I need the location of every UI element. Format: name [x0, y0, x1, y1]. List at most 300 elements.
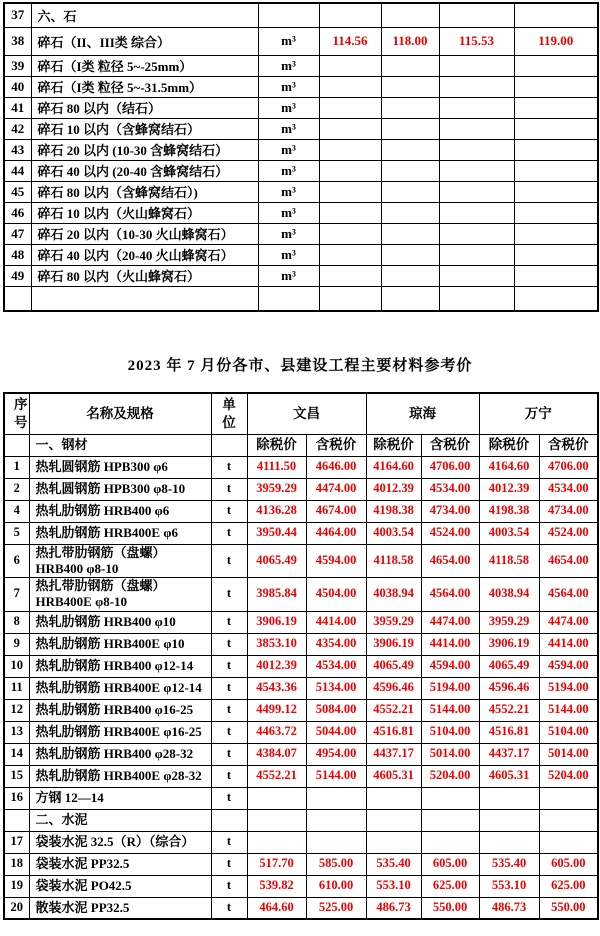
item-unit — [211, 809, 247, 831]
row-number — [4, 809, 29, 831]
item-name: 热轧肋钢筋 HRB400 φ10 — [29, 611, 211, 633]
price-cell — [381, 181, 439, 202]
table-row — [4, 743, 598, 765]
price-cell — [306, 809, 366, 831]
price-cell — [319, 76, 381, 97]
price-cell: 3906.19 — [247, 611, 306, 633]
price-cell — [539, 831, 598, 853]
table-row — [4, 118, 598, 139]
price-cell — [514, 3, 598, 27]
price-cell: 4504.00 — [306, 578, 366, 612]
price-cell — [319, 118, 381, 139]
item-name: 热轧肋钢筋 HRB400E φ12-14 — [29, 677, 211, 699]
item-name: 碎石（II、III类 综合） — [31, 27, 258, 55]
price-cell — [439, 118, 514, 139]
item-unit: m³ — [258, 223, 319, 244]
item-name: 碎石（I类 粒径 5~-25mm） — [31, 55, 258, 76]
price-cell: 4534.00 — [539, 478, 598, 500]
price-cell: 119.00 — [514, 27, 598, 55]
col-header-no: 序号 — [4, 393, 29, 434]
price-cell: 5014.00 — [539, 743, 598, 765]
price-cell: 除税价 — [479, 434, 539, 456]
row-number: 8 — [4, 611, 29, 633]
price-cell: 5084.00 — [306, 699, 366, 721]
table-row — [4, 677, 598, 699]
price-cell: 4118.58 — [366, 544, 421, 578]
price-cell — [319, 244, 381, 265]
price-cell — [319, 181, 381, 202]
item-unit — [258, 3, 319, 27]
price-cell — [381, 55, 439, 76]
price-cell: 4646.00 — [306, 456, 366, 478]
price-cell: 4524.00 — [539, 522, 598, 544]
price-cell: 4605.31 — [366, 765, 421, 787]
price-cell: 4414.00 — [306, 611, 366, 633]
price-cell: 3906.19 — [366, 633, 421, 655]
price-cell — [479, 809, 539, 831]
row-number: 47 — [4, 223, 31, 244]
item-name: 热轧肋钢筋 HRB400 φ12-14 — [29, 655, 211, 677]
item-unit: t — [211, 544, 247, 578]
item-name: 一、钢材 — [29, 434, 211, 456]
table-row — [4, 831, 598, 853]
row-number: 37 — [4, 3, 31, 27]
row-number: 41 — [4, 97, 31, 118]
price-cell — [381, 139, 439, 160]
table-row — [4, 456, 598, 478]
materials-table-header — [4, 393, 598, 434]
item-unit: t — [211, 677, 247, 699]
item-unit: t — [211, 831, 247, 853]
row-number: 6 — [4, 544, 29, 578]
price-cell — [319, 286, 381, 311]
price-cell: 4594.00 — [306, 544, 366, 578]
price-cell: 535.40 — [366, 853, 421, 875]
item-name: 碎石 20 以内 (10-30 含蜂窝结石） — [31, 139, 258, 160]
item-unit: t — [211, 699, 247, 721]
col-header-unit: 单位 — [211, 393, 247, 434]
price-cell — [514, 223, 598, 244]
price-cell: 115.53 — [439, 27, 514, 55]
price-cell: 550.00 — [421, 897, 479, 919]
price-cell: 3906.19 — [479, 633, 539, 655]
item-name: 碎石 10 以内（含蜂窝结石） — [31, 118, 258, 139]
item-unit: t — [211, 522, 247, 544]
item-unit: t — [211, 853, 247, 875]
row-number: 9 — [4, 633, 29, 655]
price-cell: 4354.00 — [306, 633, 366, 655]
row-number: 38 — [4, 27, 31, 55]
row-number: 2 — [4, 478, 29, 500]
row-number: 10 — [4, 655, 29, 677]
price-cell — [439, 181, 514, 202]
price-cell: 4706.00 — [421, 456, 479, 478]
item-name: 热轧肋钢筋 HRB400 φ28-32 — [29, 743, 211, 765]
row-number: 45 — [4, 181, 31, 202]
price-cell: 4118.58 — [479, 544, 539, 578]
price-cell: 553.10 — [479, 875, 539, 897]
price-cell — [381, 223, 439, 244]
table-row — [4, 202, 598, 223]
price-cell: 含税价 — [306, 434, 366, 456]
row-number: 16 — [4, 787, 29, 809]
price-cell — [439, 265, 514, 286]
price-cell — [479, 831, 539, 853]
price-cell — [514, 55, 598, 76]
item-unit: m³ — [258, 27, 319, 55]
price-cell: 4164.60 — [479, 456, 539, 478]
item-name: 热轧圆钢筋 HPB300 φ6 — [29, 456, 211, 478]
price-cell — [319, 265, 381, 286]
table-row — [4, 265, 598, 286]
price-cell: 5194.00 — [421, 677, 479, 699]
row-number: 11 — [4, 677, 29, 699]
price-cell: 4414.00 — [539, 633, 598, 655]
section-header-row — [4, 434, 598, 456]
price-cell: 625.00 — [421, 875, 479, 897]
price-cell: 3985.84 — [247, 578, 306, 612]
price-cell — [319, 202, 381, 223]
price-cell — [439, 3, 514, 27]
stone-price-table-body — [4, 3, 598, 311]
price-cell: 4543.36 — [247, 677, 306, 699]
table-row — [4, 611, 598, 633]
row-number: 43 — [4, 139, 31, 160]
price-cell: 4954.00 — [306, 743, 366, 765]
price-cell — [439, 160, 514, 181]
table-row — [4, 223, 598, 244]
price-cell — [514, 160, 598, 181]
item-unit: m³ — [258, 76, 319, 97]
item-unit: t — [211, 655, 247, 677]
price-cell — [247, 809, 306, 831]
price-cell — [381, 244, 439, 265]
item-unit: t — [211, 478, 247, 500]
price-cell — [514, 181, 598, 202]
price-cell: 4499.12 — [247, 699, 306, 721]
price-cell: 4552.21 — [366, 699, 421, 721]
table-row — [4, 160, 598, 181]
price-cell: 5194.00 — [539, 677, 598, 699]
item-unit: t — [211, 743, 247, 765]
price-cell: 4654.00 — [421, 544, 479, 578]
item-unit: m³ — [258, 97, 319, 118]
price-cell: 517.70 — [247, 853, 306, 875]
stone-price-table — [3, 2, 599, 312]
item-name: 袋装水泥 PO42.5 — [29, 875, 211, 897]
table-row — [4, 633, 598, 655]
item-name: 热轧肋钢筋 HRB400E φ16-25 — [29, 721, 211, 743]
item-unit: m³ — [258, 244, 319, 265]
row-number: 5 — [4, 522, 29, 544]
price-cell: 除税价 — [366, 434, 421, 456]
item-unit: t — [211, 897, 247, 919]
table-row — [4, 244, 598, 265]
table-row — [4, 787, 598, 809]
price-cell — [539, 787, 598, 809]
price-cell — [479, 787, 539, 809]
price-cell: 4516.81 — [479, 721, 539, 743]
price-cell — [319, 160, 381, 181]
price-cell: 5204.00 — [539, 765, 598, 787]
table-row — [4, 522, 598, 544]
item-unit: t — [211, 611, 247, 633]
price-cell: 4534.00 — [306, 655, 366, 677]
price-cell: 5104.00 — [539, 721, 598, 743]
price-cell: 4596.46 — [479, 677, 539, 699]
price-cell — [381, 202, 439, 223]
price-cell: 4516.81 — [366, 721, 421, 743]
row-number: 1 — [4, 456, 29, 478]
price-cell — [514, 265, 598, 286]
row-number: 7 — [4, 578, 29, 612]
table-row — [4, 853, 598, 875]
price-cell: 4706.00 — [539, 456, 598, 478]
price-cell: 553.10 — [366, 875, 421, 897]
item-unit: t — [211, 721, 247, 743]
table-row — [4, 139, 598, 160]
item-unit: m³ — [258, 202, 319, 223]
item-name: 碎石 80 以内（含蜂窝结石）) — [31, 181, 258, 202]
price-cell — [381, 76, 439, 97]
price-cell: 4198.38 — [479, 500, 539, 522]
price-cell: 4594.00 — [421, 655, 479, 677]
price-cell — [439, 286, 514, 311]
price-cell — [381, 118, 439, 139]
price-cell: 4474.00 — [539, 611, 598, 633]
price-cell: 4003.54 — [366, 522, 421, 544]
price-cell: 4437.17 — [366, 743, 421, 765]
price-cell — [319, 139, 381, 160]
price-cell: 3959.29 — [366, 611, 421, 633]
price-cell: 4012.39 — [366, 478, 421, 500]
row-number: 49 — [4, 265, 31, 286]
item-name: 热轧肋钢筋 HRB400E φ10 — [29, 633, 211, 655]
item-name: 碎石 80 以内（火山蜂窝石） — [31, 265, 258, 286]
price-cell: 5204.00 — [421, 765, 479, 787]
row-number — [4, 434, 29, 456]
price-cell: 4552.21 — [479, 699, 539, 721]
price-cell — [514, 76, 598, 97]
table-row — [4, 897, 598, 919]
price-cell — [247, 787, 306, 809]
price-cell: 114.56 — [319, 27, 381, 55]
item-unit: m³ — [258, 55, 319, 76]
price-cell — [439, 244, 514, 265]
price-cell: 4564.00 — [539, 578, 598, 612]
price-cell: 539.82 — [247, 875, 306, 897]
price-cell — [381, 3, 439, 27]
row-number — [4, 286, 31, 311]
item-name: 散装水泥 PP32.5 — [29, 897, 211, 919]
item-unit: m³ — [258, 181, 319, 202]
price-cell — [514, 286, 598, 311]
price-cell: 525.00 — [306, 897, 366, 919]
price-cell: 4065.49 — [366, 655, 421, 677]
item-name: 热扎带肋钢筋（盘螺）HRB400E φ8-10 — [29, 578, 211, 612]
price-cell — [366, 787, 421, 809]
item-name: 热轧圆钢筋 HPB300 φ8-10 — [29, 478, 211, 500]
price-cell — [247, 831, 306, 853]
item-name: 热轧肋钢筋 HRB400E φ6 — [29, 522, 211, 544]
price-cell: 4474.00 — [421, 611, 479, 633]
item-name: 热扎带肋钢筋（盘螺）HRB400 φ8-10 — [29, 544, 211, 578]
table-row — [4, 286, 598, 311]
price-cell — [366, 809, 421, 831]
price-cell: 4734.00 — [421, 500, 479, 522]
price-cell: 5014.00 — [421, 743, 479, 765]
item-name: 碎石 40 以内 (20-40 含蜂窝结石） — [31, 160, 258, 181]
item-name: 碎石 20 以内（10-30 火山蜂窝石） — [31, 223, 258, 244]
price-cell: 4474.00 — [306, 478, 366, 500]
price-cell — [421, 809, 479, 831]
table-row — [4, 76, 598, 97]
price-cell — [514, 118, 598, 139]
item-name: 六、石 — [31, 3, 258, 27]
price-cell: 4012.39 — [479, 478, 539, 500]
price-cell — [514, 139, 598, 160]
item-unit: m³ — [258, 139, 319, 160]
section-header-row — [4, 809, 598, 831]
price-cell: 4065.49 — [479, 655, 539, 677]
price-cell: 585.00 — [306, 853, 366, 875]
item-unit: t — [211, 765, 247, 787]
row-number: 20 — [4, 897, 29, 919]
row-number: 13 — [4, 721, 29, 743]
item-name: 袋装水泥 PP32.5 — [29, 853, 211, 875]
item-name: 袋装水泥 32.5（R）（综合） — [29, 831, 211, 853]
row-number: 42 — [4, 118, 31, 139]
price-cell: 4003.54 — [479, 522, 539, 544]
item-unit: t — [211, 787, 247, 809]
row-number: 19 — [4, 875, 29, 897]
row-number: 44 — [4, 160, 31, 181]
row-number: 4 — [4, 500, 29, 522]
price-cell: 605.00 — [539, 853, 598, 875]
item-name: 碎石 40 以内（20-40 火山蜂窝石） — [31, 244, 258, 265]
price-cell — [381, 286, 439, 311]
item-name: 碎石 10 以内（火山蜂窝石） — [31, 202, 258, 223]
price-cell: 4065.49 — [247, 544, 306, 578]
price-cell: 535.40 — [479, 853, 539, 875]
price-cell — [421, 831, 479, 853]
col-header-city-qionghai: 琼海 — [366, 393, 479, 434]
row-number: 14 — [4, 743, 29, 765]
item-unit: m³ — [258, 118, 319, 139]
price-cell — [439, 55, 514, 76]
item-name: 方钢 12—14 — [29, 787, 211, 809]
row-number: 18 — [4, 853, 29, 875]
price-cell: 4464.00 — [306, 522, 366, 544]
table-row — [4, 699, 598, 721]
table-row — [4, 55, 598, 76]
price-cell: 除税价 — [247, 434, 306, 456]
price-cell — [421, 787, 479, 809]
price-cell: 4524.00 — [421, 522, 479, 544]
price-cell: 4198.38 — [366, 500, 421, 522]
price-cell: 4463.72 — [247, 721, 306, 743]
price-cell: 5144.00 — [421, 699, 479, 721]
row-number: 12 — [4, 699, 29, 721]
item-unit: t — [211, 500, 247, 522]
row-number: 15 — [4, 765, 29, 787]
table-row — [4, 655, 598, 677]
price-cell: 4038.94 — [366, 578, 421, 612]
price-cell: 4164.60 — [366, 456, 421, 478]
item-unit: t — [211, 633, 247, 655]
document-title: 2023 年 7 月份各市、县建设工程主要材料参考价 — [127, 358, 473, 374]
price-cell: 4594.00 — [539, 655, 598, 677]
table-row — [4, 544, 598, 578]
price-cell: 3959.29 — [247, 478, 306, 500]
item-name: 碎石 80 以内（结石） — [31, 97, 258, 118]
price-cell: 4534.00 — [421, 478, 479, 500]
price-cell: 4414.00 — [421, 633, 479, 655]
price-cell: 3853.10 — [247, 633, 306, 655]
table-row — [4, 3, 598, 27]
price-cell: 4012.39 — [247, 655, 306, 677]
price-cell — [539, 809, 598, 831]
price-cell — [319, 223, 381, 244]
item-name: 热轧肋钢筋 HRB400E φ28-32 — [29, 765, 211, 787]
price-cell: 含税价 — [421, 434, 479, 456]
price-cell — [381, 265, 439, 286]
price-cell — [381, 97, 439, 118]
row-number: 48 — [4, 244, 31, 265]
col-header-city-wenchang: 文昌 — [247, 393, 366, 434]
price-cell — [439, 76, 514, 97]
price-cell: 4674.00 — [306, 500, 366, 522]
price-cell: 4596.46 — [366, 677, 421, 699]
item-unit — [211, 434, 247, 456]
price-cell: 4111.50 — [247, 456, 306, 478]
row-number: 40 — [4, 76, 31, 97]
price-cell: 550.00 — [539, 897, 598, 919]
price-cell: 486.73 — [366, 897, 421, 919]
price-cell — [514, 202, 598, 223]
table-row — [4, 578, 598, 612]
price-cell: 3950.44 — [247, 522, 306, 544]
table-row — [4, 765, 598, 787]
table-row — [4, 721, 598, 743]
item-unit — [258, 286, 319, 311]
materials-price-table — [3, 392, 599, 920]
item-name: 热轧肋钢筋 HRB400 φ16-25 — [29, 699, 211, 721]
price-cell — [306, 787, 366, 809]
price-cell: 5134.00 — [306, 677, 366, 699]
price-cell — [439, 139, 514, 160]
price-cell — [366, 831, 421, 853]
price-cell: 含税价 — [539, 434, 598, 456]
price-cell — [514, 244, 598, 265]
price-cell: 4552.21 — [247, 765, 306, 787]
item-unit: m³ — [258, 265, 319, 286]
price-cell: 610.00 — [306, 875, 366, 897]
price-cell: 4136.28 — [247, 500, 306, 522]
price-cell: 5044.00 — [306, 721, 366, 743]
price-cell: 5144.00 — [306, 765, 366, 787]
item-name: 碎石（I类 粒径 5~-31.5mm） — [31, 76, 258, 97]
table-row — [4, 875, 598, 897]
price-cell — [306, 831, 366, 853]
price-cell: 4654.00 — [539, 544, 598, 578]
price-cell: 4734.00 — [539, 500, 598, 522]
price-cell: 5104.00 — [421, 721, 479, 743]
price-cell — [381, 160, 439, 181]
item-name: 热轧肋钢筋 HRB400 φ6 — [29, 500, 211, 522]
item-unit: t — [211, 578, 247, 612]
col-header-name: 名称及规格 — [29, 393, 211, 434]
